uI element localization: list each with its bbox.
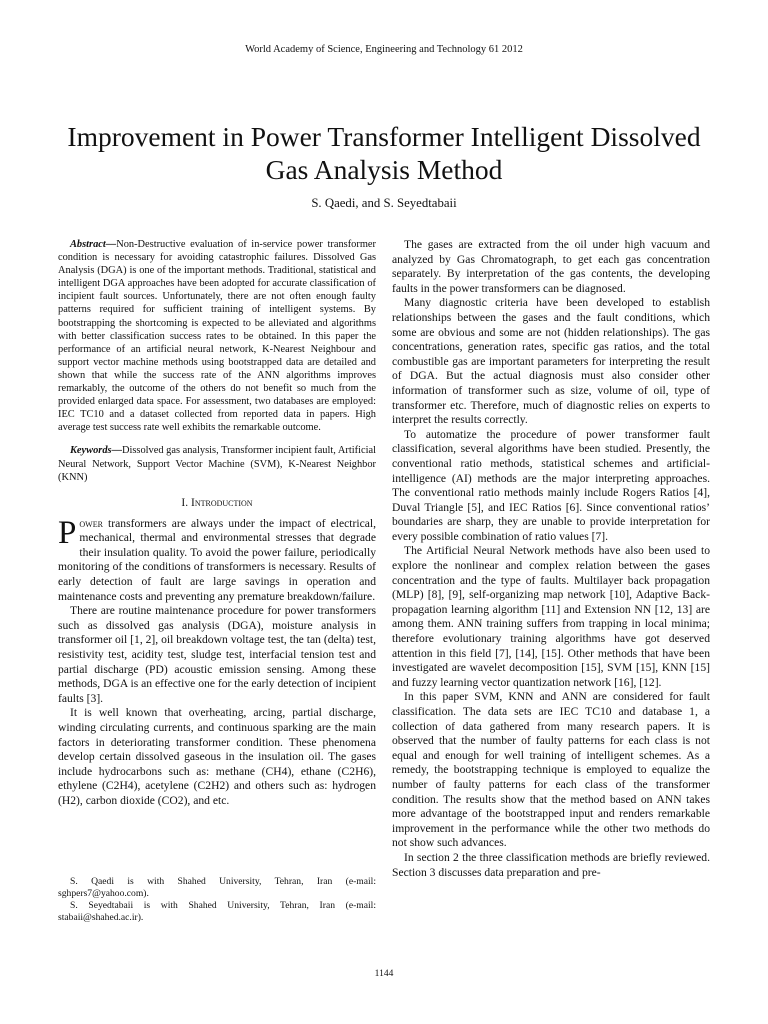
keywords-text: Dissolved gas analysis, Transformer incipient fault, Artificial Neural Network, Support Vector Machine (SVM), K-Nearest Neighbor (KNN) — [58, 445, 376, 483]
paper-title: Improvement in Power Transformer Intelligent Dissolved Gas Analysis Method — [67, 121, 701, 185]
running-header: World Academy of Science, Engineering and Technology 61 2012 — [245, 44, 523, 55]
footnote-author-1: S. Qaedi is with Shahed University, Tehran, Iran (e-mail: sghpers7@yahoo.com). — [58, 876, 376, 899]
intro-paragraph-1-text: transformers are always under the impact of electrical, mechanical, thermal and environmental stresses that degrade their insulation quality. To avoid the power failure, periodically monitoring of the conditions of transformers is necessary. Results of early detection of fault are large savings in operation and maintenance costs and preventing any premature breakdown/failure. — [58, 516, 376, 603]
author-line: S. Qaedi, and S. Seyedtabaii — [311, 196, 457, 210]
left-column — [58, 238, 376, 809]
intro-paragraph-1 — [58, 514, 376, 605]
intro-paragraph-9: In section 2 the three classification methods are briefly reviewed. Section 3 discusses data preparation and pre- — [392, 850, 710, 879]
intro-paragraph-6: To automatize the procedure of power transformer fault classification, several algorithms have been studied. Presently, the conventional ratio methods, statistical schemes and artificial-intelligence (AI) methods are the major interpreting approaches. The conventional ratio methods mainly include Rogers Ratios [4], Duval Triangle [5], and IEC Ratios [6]. Since conventional ratios’ boundaries are sharp, they are unable to provide interpretation for every possible combination of ratio values [7]. — [392, 427, 710, 543]
keywords — [58, 444, 376, 483]
first-word: ower — [79, 516, 103, 530]
intro-paragraph-3: It is well known that overheating, arcing, partial discharge, winding circulating currents, and continuous sparking are the main factors in deteriorating transformer condition. These phenomena develop certain dissolved gaseous in the insulation oil. The gases include hydrocarbons such as: methane (CH4), ethane (C2H6), ethylene (C2H4), acetylene (C2H2) and others such as: hydrogen (H2), carbon dioxide (CO2), and etc. — [58, 706, 376, 807]
keywords-label: Keywords — [70, 445, 112, 457]
author-footnotes — [58, 876, 376, 924]
page-number: 1144 — [374, 969, 394, 979]
intro-paragraph-7: The Artificial Neural Network methods have also been used to explore the nonlinear and complex relation between the gases concentration and the type of faults. Multilayer back propagation (MLP) [8], [9], self-organizing map network [10], Adaptive Back-propagation learning algorithm [11] and Extension NN [12, 13] are among them. ANN training suffers from trapping in local minima; therefore evolutionary training algorithms have got deserved attention in this field [7], [14], [15]. Other methods that have been investigated are wavelet decomposition [15], SVM [15], KNN [15] and fuzzy learning vector quantization network [16], [12]. — [392, 544, 710, 689]
abstract-text: Non-Destructive evaluation of in-service power transformer condition is necessary for avoiding catastrophic failures. Dissolved Gas Analysis (DGA) is one of the important methods. Traditional, statistical and intelligent DGA approaches have been adopted for accurate classification of incipient fault sources. Unfortunately, there are not often enough faulty patterns required for sufficient training of intelligent systems. By bootstrapping the shortcoming is expected to be alleviated and algorithms with better classification success rates to be obtained. In this paper the performance of an artificial neural network, K-Nearest Neighbour and support vector machine methods using bootstrapped data are detailed and shown that while the success rate of the ANN algorithms improves remarkably, the outcome of the others do not benefit so much from the provided enlarged data space. For assessment, two databases are employed: IEC TC10 and a dataset collected from reported data in papers. High average test success rate well exhibits the remarkable outcome. — [58, 239, 376, 434]
section-heading-introduction — [58, 497, 376, 509]
section-name: Introduction — [190, 496, 253, 509]
intro-paragraph-5: Many diagnostic criteria have been developed to establish relationships between the gases and the fault conditions, which some are obvious and some are not (hidden relationships). The gas concentrations, generation rates, specific gas ratios, and the total combustible gas are important parameters for interpreting the result of DGA. But the actual diagnosis must also consider other information of transformer such as size, volume of oil, type of transformer etc. Therefore, much of diagnostic relies on experts to interpret the results correctly. — [392, 296, 710, 427]
intro-paragraph-8: In this paper SVM, KNN and ANN are considered for fault classification. The data sets are IEC TC10 and database 1, a collection of data gathered from many research papers. It is observed that the number of faulty patterns for each class is not equal and enough for well training of intelligent schemes. As a remedy, the bootstrapping technique is employed to equalize the number of faulty patterns for each class of the transformer condition. The results show that the method based on ANN takes more advantage of the bootstrapped input and renders remarkable improvement in the performance while the other two methods do not show such advances. — [392, 690, 710, 850]
abstract — [58, 238, 376, 434]
right-column — [392, 238, 710, 880]
abstract-dash: — — [105, 239, 117, 250]
abstract-label: Abstract — [70, 239, 106, 250]
keywords-dash: — — [111, 445, 122, 457]
section-number: I. — [181, 496, 189, 509]
intro-paragraph-2: There are routine maintenance procedure for power transformers such as dissolved gas analysis (DGA), moisture analysis in transformer oil [1, 2], oil breakdown voltage test, the tan (delta) test, resistivity test, acidity test, sludge test, interfacial tension test and partial discharge (PD) acoustic emission sensing. Among these methods, DGA is an effective one for the early detection of incipient faults [3]. — [58, 604, 376, 705]
drop-cap: P — [58, 514, 77, 551]
intro-paragraph-4: The gases are extracted from the oil under high vacuum and analyzed by Gas Chromatograph, to get each gas concentration separately. By interpretation of the gas contents, the developing faults in the power transformers can be diagnosed. — [392, 238, 710, 295]
footnote-author-2: S. Seyedtabaii is with Shahed University, Tehran, Iran (e-mail: stabaii@shahed.ac.ir). — [58, 900, 376, 923]
